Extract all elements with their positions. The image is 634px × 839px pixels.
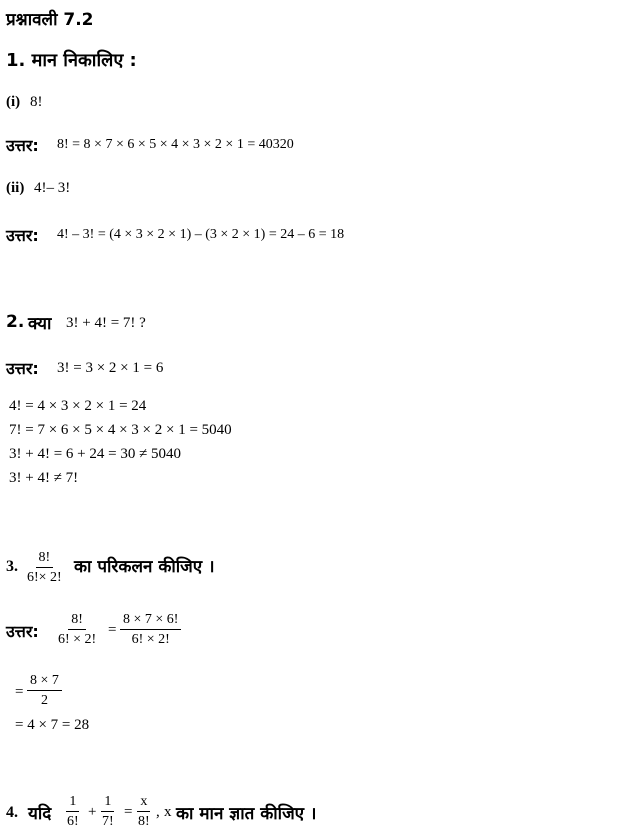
q3-answer-lhs-denominator: 6! × 2! (58, 632, 97, 647)
q3-answer-lhs-numerator: 8! (68, 613, 86, 630)
q4-fraction-1-denominator: 6! (67, 814, 79, 829)
q4-fraction-1-numerator: 1 (66, 795, 79, 812)
q3-answer-lhs-fraction (55, 613, 99, 647)
q4-fraction-2-denominator: 7! (102, 814, 114, 829)
q1-part-i-label: (i) (6, 94, 21, 110)
q1-part-ii-label: (ii) (6, 180, 25, 196)
q2-line-4: 3! + 4! ≠ 7! (9, 470, 79, 486)
q2-expr: 3! + 4! = 7! ? (66, 315, 146, 331)
q3-step2-fraction (27, 674, 62, 708)
q2-answer-label: उत्तर: (6, 359, 39, 378)
q1-part-ii-expr: 4!– 3! (34, 180, 71, 196)
q4-fraction-1 (64, 795, 82, 829)
q4-text: का मान ज्ञात कीजिए । (176, 804, 317, 824)
q4-fraction-3-denominator: 8! (138, 814, 150, 829)
q2-number: 2. (6, 312, 25, 332)
q1-part-i-expr: 8! (30, 94, 43, 110)
q3-answer-rhs-denominator: 6! × 2! (131, 632, 170, 647)
q2-line-2: 7! = 7 × 6 × 5 × 4 × 3 × 2 × 1 = 5040 (9, 422, 232, 438)
q3-fraction-denominator: 6!× 2! (27, 570, 62, 585)
q3-answer-label: उत्तर: (6, 622, 39, 641)
q1-part-ii-answer-label: उत्तर: (6, 226, 39, 245)
q3-step3: = 4 × 7 = 28 (15, 717, 90, 733)
q1-part-i-answer-label: उत्तर: (6, 136, 39, 155)
q4-fraction-3-numerator: x (137, 795, 150, 812)
q4-plus: + (88, 804, 97, 820)
q3-text: का परिकलन कीजिए । (74, 557, 215, 577)
q3-answer-rhs-numerator: 8 × 7 × 6! (120, 613, 181, 630)
q3-step2-denominator: 2 (40, 693, 48, 708)
q3-answer-equals: = (108, 622, 117, 638)
q3-fraction-numerator: 8! (36, 551, 54, 568)
q1-heading: 1. मान निकालिए : (6, 50, 137, 71)
q4-comma: , (156, 804, 160, 820)
q4-variable: x (164, 804, 172, 820)
q1-part-ii-answer: 4! – 3! = (4 × 3 × 2 × 1) – (3 × 2 × 1) = 24 – 6 = 18 (57, 227, 345, 242)
q4-equals: = (124, 804, 133, 820)
q4-number: 4. (6, 804, 18, 821)
q3-number: 3. (6, 558, 18, 575)
q2-line-1: 4! = 4 × 3 × 2 × 1 = 24 (9, 398, 147, 414)
q1-part-i-answer: 8! = 8 × 7 × 6 × 5 × 4 × 3 × 2 × 1 = 40320 (57, 137, 294, 152)
q3-fraction (24, 551, 65, 585)
q3-step2-equals: = (15, 684, 24, 700)
q3-answer-rhs-fraction (120, 613, 181, 647)
q2-answer-first: 3! = 3 × 2 × 1 = 6 (57, 360, 164, 376)
q4-fraction-2 (99, 795, 117, 829)
q4-word: यदि (28, 804, 52, 824)
q2-line-3: 3! + 4! = 6 + 24 = 30 ≠ 5040 (9, 446, 182, 462)
q2-word: क्या (28, 314, 52, 334)
page-title: प्रश्नावली 7.2 (6, 10, 94, 30)
q3-step2-numerator: 8 × 7 (27, 674, 62, 691)
q4-fraction-2-numerator: 1 (101, 795, 114, 812)
q4-fraction-3 (135, 795, 153, 829)
